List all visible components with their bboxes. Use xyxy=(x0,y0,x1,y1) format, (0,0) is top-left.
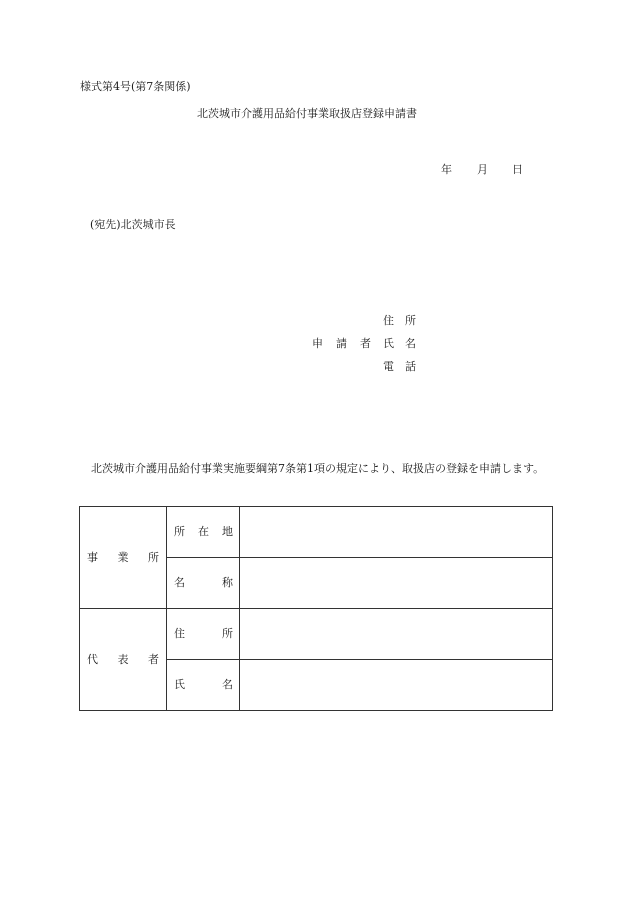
table-row xyxy=(80,609,553,660)
applicant-name-label-char: 氏 xyxy=(383,337,394,350)
applicant-address-label-char: 所 xyxy=(405,314,416,327)
applicant-name-row xyxy=(0,337,630,351)
representative-address-label: 住 所 xyxy=(174,627,233,641)
business-location-label: 所 在 地 xyxy=(174,525,233,539)
date-year-label: 年 xyxy=(441,163,452,176)
applicant-phone-row xyxy=(0,360,630,374)
business-name-input[interactable] xyxy=(240,558,553,609)
business-group-cell xyxy=(80,507,167,609)
representative-group-cell xyxy=(80,609,167,711)
representative-address-input[interactable] xyxy=(240,609,553,660)
applicant-phone-label-char: 話 xyxy=(405,360,416,373)
declaration-text: 北茨城市介護用品給付事業実施要綱第7条第1項の規定により、取扱店の登録を申請します。 xyxy=(91,462,545,475)
business-location-input[interactable] xyxy=(240,507,553,558)
applicant-phone-label-char: 電 xyxy=(383,360,394,373)
document-title: 北茨城市介護用品給付事業取扱店登録申請書 xyxy=(197,107,417,120)
representative-name-label-cell xyxy=(167,660,240,711)
applicant-address-row xyxy=(0,314,630,328)
business-name-label-cell xyxy=(167,558,240,609)
business-name-label: 名 称 xyxy=(174,576,233,590)
date-month-label: 月 xyxy=(477,163,488,176)
applicant-name-label-char: 名 xyxy=(405,337,416,350)
representative-name-label: 氏 名 xyxy=(174,678,233,692)
registration-table xyxy=(79,506,553,711)
business-group-label: 事 業 所 xyxy=(87,550,159,564)
applicant-group-label-char: 者 xyxy=(360,337,371,350)
date-day-label: 日 xyxy=(512,163,523,176)
form-number: 様式第4号(第7条関係) xyxy=(80,80,191,93)
applicant-group-label-char: 請 xyxy=(336,337,347,350)
representative-group-label: 代 表 者 xyxy=(87,652,159,666)
applicant-address-label-char: 住 xyxy=(383,314,394,327)
addressee: (宛先)北茨城市長 xyxy=(90,218,176,231)
representative-name-input[interactable] xyxy=(240,660,553,711)
representative-address-label-cell xyxy=(167,609,240,660)
business-location-label-cell xyxy=(167,507,240,558)
table-row xyxy=(80,507,553,558)
applicant-group-label-char: 申 xyxy=(312,337,323,350)
